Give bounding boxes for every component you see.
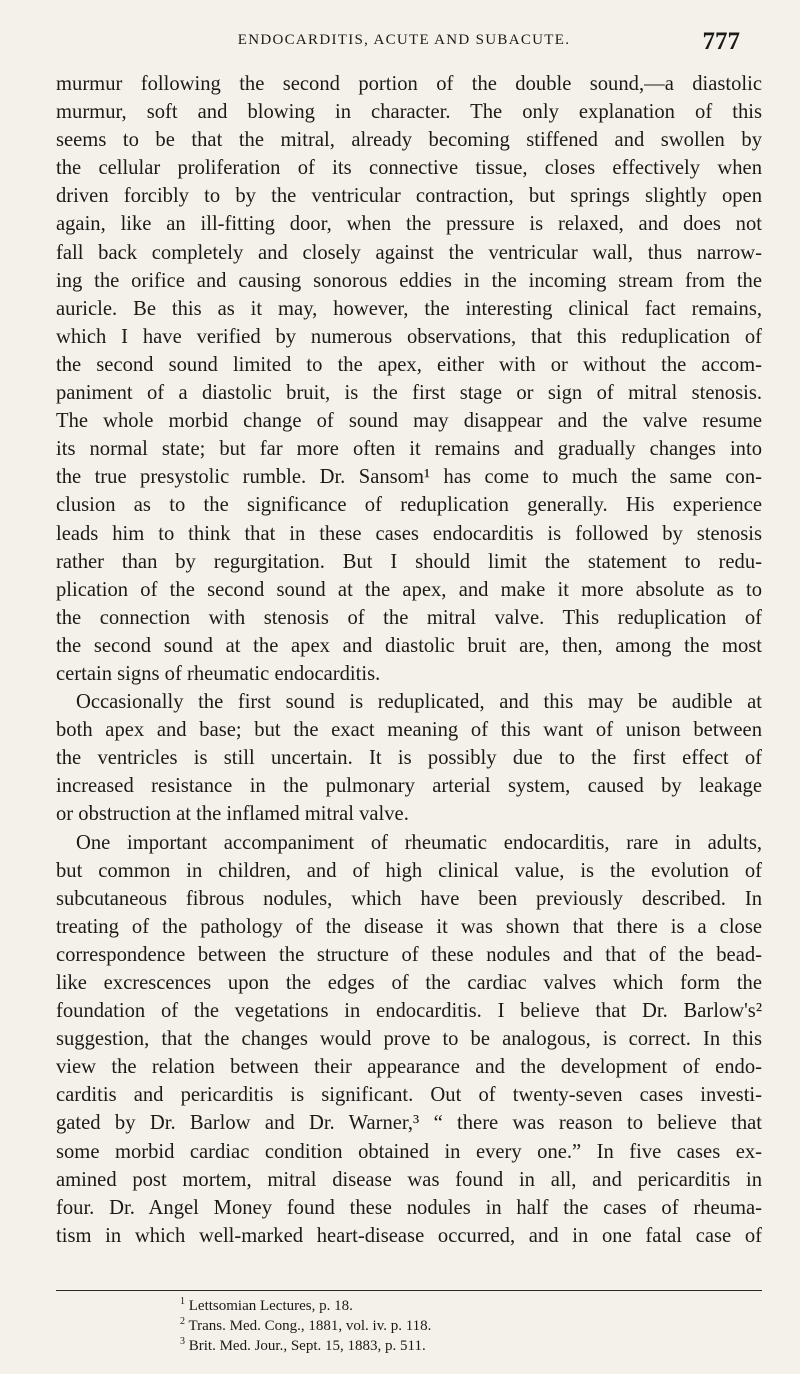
text-line: both apex and base; but the exact meaning of this want of unison between <box>56 719 762 742</box>
text-line: leads him to think that in these cases endocarditis is followed by stenosis <box>56 522 762 545</box>
text-line: certain signs of rheumatic endocarditis. <box>56 662 381 685</box>
text-line: paniment of a diastolic bruit, is the first stage or sign of mitral stenosis. <box>56 382 762 405</box>
text-line: suggestion, that the changes would prove to be analogous, is correct. In this <box>56 1028 762 1051</box>
text-line: the second sound limited to the apex, either with or without the accom- <box>56 353 762 376</box>
text-line: murmur, soft and blowing in character. The only explanation of this <box>56 101 762 124</box>
text-line: amined post mortem, mitral disease was found in all, and pericarditis in <box>56 1168 762 1191</box>
footnote-marker: 1 <box>180 1296 185 1307</box>
text-line: some morbid cardiac condition obtained in every one.” In five cases ex- <box>56 1140 762 1163</box>
text-line: Occasionally the first sound is reduplicated, and this may be audible at <box>76 691 762 714</box>
text-line: the connection with stenosis of the mitral valve. This reduplication of <box>56 606 762 629</box>
paragraph <box>56 70 762 688</box>
text-line: increased resistance in the pulmonary arterial system, caused by leakage <box>56 775 762 798</box>
footnote <box>180 1296 740 1316</box>
paragraph <box>56 688 762 828</box>
text-line: plication of the second sound at the apex, and make it more absolute as to <box>56 578 762 601</box>
text-line: the cellular proliferation of its connective tissue, closes effectively when <box>56 157 762 180</box>
text-line: but common in children, and of high clinical value, is the evolution of <box>56 859 762 882</box>
text-line: driven forcibly to by the ventricular contraction, but springs slightly open <box>56 185 762 208</box>
footnote-rule <box>56 1290 762 1291</box>
footnote-text: Trans. Med. Cong., 1881, vol. iv. p. 118. <box>188 1318 432 1334</box>
page-number: 777 <box>702 28 740 55</box>
text-line: the ventricles is still uncertain. It is possibly due to the first effect of <box>56 747 762 770</box>
text-line: tism in which well-marked heart-disease occurred, and in one fatal case of <box>56 1224 762 1247</box>
text-line: again, like an ill-fitting door, when the pressure is relaxed, and does not <box>56 213 762 236</box>
text-line: seems to be that the mitral, already becoming stiffened and swollen by <box>56 129 762 152</box>
footnote-marker: 3 <box>180 1336 185 1347</box>
text-line: treating of the pathology of the disease it was shown that there is a close <box>56 915 762 938</box>
page-header <box>64 28 744 58</box>
text-line: carditis and pericarditis is significant. Out of twenty-seven cases investi- <box>56 1084 762 1107</box>
footnote-marker: 2 <box>180 1316 185 1327</box>
text-line: or obstruction at the inflamed mitral valve. <box>56 803 409 826</box>
footnotes <box>180 1296 740 1356</box>
text-line: clusion as to the significance of reduplication generally. His experience <box>56 494 762 517</box>
footnote <box>180 1336 740 1356</box>
text-line: The whole morbid change of sound may disappear and the valve resume <box>56 410 762 433</box>
text-line: subcutaneous fibrous nodules, which have been previously described. In <box>56 887 762 910</box>
text-line: which I have verified by numerous observations, that this reduplication of <box>56 325 762 348</box>
text-line: auricle. Be this as it may, however, the interesting clinical fact remains, <box>56 297 762 320</box>
footnote-text: Brit. Med. Jour., Sept. 15, 1883, p. 511. <box>188 1338 426 1354</box>
text-line: the second sound at the apex and diastolic bruit are, then, among the most <box>56 634 762 657</box>
text-line: the true presystolic rumble. Dr. Sansom¹ has come to much the same con- <box>56 466 762 489</box>
text-line: murmur following the second portion of the double sound,—a diastolic <box>56 73 762 95</box>
text-line: gated by Dr. Barlow and Dr. Warner,³ “ there was reason to believe that <box>56 1112 762 1135</box>
text-line: foundation of the vegetations in endocarditis. I believe that Dr. Barlow's² <box>56 1000 762 1023</box>
text-line: four. Dr. Angel Money found these nodules in half the cases of rheuma- <box>56 1196 762 1219</box>
text-line: view the relation between their appearance and the development of endo- <box>56 1056 762 1079</box>
text-line: like excrescences upon the edges of the cardiac valves which form the <box>56 972 762 994</box>
text-line: its normal state; but far more often it remains and gradually changes into <box>56 438 762 461</box>
text-line: correspondence between the structure of these nodules and that of the bead- <box>56 943 762 966</box>
body-text <box>56 70 762 1250</box>
text-line: ing the orifice and causing sonorous eddies in the incoming stream from the <box>56 269 762 292</box>
footnote-text: Lettsomian Lectures, p. 18. <box>188 1298 353 1314</box>
running-head: ENDOCARDITIS, ACUTE AND SUBACUTE. <box>237 32 571 48</box>
footnote <box>180 1316 740 1336</box>
text-line: rather than by regurgitation. But I should limit the statement to redu- <box>56 550 762 573</box>
paragraph <box>56 829 762 1250</box>
text-line: One important accompaniment of rheumatic endocarditis, rare in adults, <box>76 831 762 854</box>
text-line: fall back completely and closely against the ventricular wall, thus narrow- <box>56 241 762 264</box>
